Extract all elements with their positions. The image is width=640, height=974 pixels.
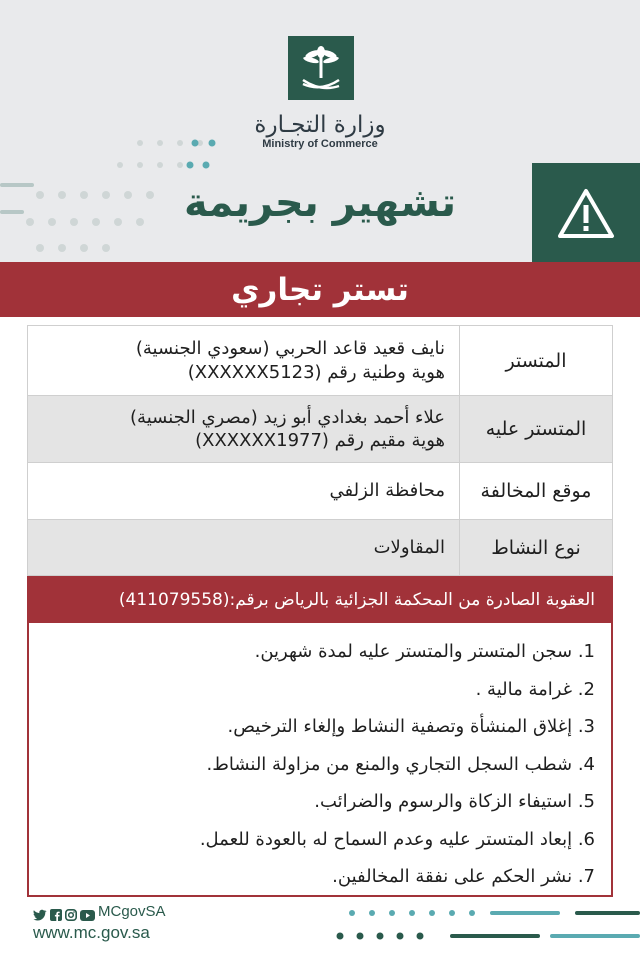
list-item: 3. إغلاق المنشأة وتصفية النشاط وإلغاء الترخيص. <box>227 716 595 737</box>
row-value: محافظة الزلفي <box>28 463 460 520</box>
table-row <box>28 463 613 520</box>
warning-badge <box>532 163 640 262</box>
header-panel <box>0 0 640 262</box>
list-item: 1. سجن المتستر والمتستر عليه لمدة شهرين. <box>254 641 595 662</box>
list-item: 2. غرامة مالية . <box>475 678 595 700</box>
table-row <box>28 520 613 576</box>
row-value <box>28 326 460 396</box>
row-label: المتستر <box>460 326 613 396</box>
concealed-name: علاء أحمد بغدادي أبو زيد (مصري الجنسية) <box>130 406 445 428</box>
penalty-title: العقوبة الصادرة من المحكمة الجزائية بالرياض برقم:(411079558) <box>27 576 613 623</box>
concealer-id: هوية وطنية رقم (XXXXXX5123) <box>187 361 445 383</box>
warning-triangle-icon <box>556 186 616 240</box>
website-link[interactable]: www.mc.gov.sa <box>33 923 150 942</box>
social-handle[interactable]: MCgovSA <box>98 903 166 920</box>
penalty-list <box>45 633 595 896</box>
concealer-name: نايف قعيد قاعد الحربي (سعودي الجنسية) <box>135 338 445 360</box>
table-row <box>28 396 613 463</box>
page-title: تشهير بجريمة <box>183 180 457 226</box>
list-item: 6. إبعاد المتستر عليه وعدم السماح له بالعودة للعمل. <box>199 828 595 850</box>
case-details-table <box>27 325 613 576</box>
offense-banner: تستر تجاري <box>0 262 640 317</box>
row-value: المقاولات <box>28 520 460 576</box>
table-row <box>28 326 613 396</box>
list-item: 5. استيفاء الزكاة والرسوم والضرائب. <box>314 791 595 812</box>
palm-swords-emblem-icon <box>288 36 354 100</box>
penalty-list-box <box>27 623 613 897</box>
row-value <box>28 396 460 463</box>
list-item: 4. شطب السجل التجاري والمنع من مزاولة النشاط. <box>206 753 595 775</box>
concealed-id: هوية مقيم رقم (XXXXXX1977) <box>195 430 445 451</box>
list-item: 7. نشر الحكم على نفقة المخالفين. <box>332 866 595 887</box>
footer-decoration <box>300 900 640 950</box>
ministry-name-english: Ministry of Commerce <box>262 138 378 150</box>
row-label: نوع النشاط <box>460 520 613 576</box>
ministry-name-arabic: وزارة التجـارة <box>254 112 386 138</box>
row-label: موقع المخالفة <box>460 463 613 520</box>
row-label: المتستر عليه <box>460 396 613 463</box>
